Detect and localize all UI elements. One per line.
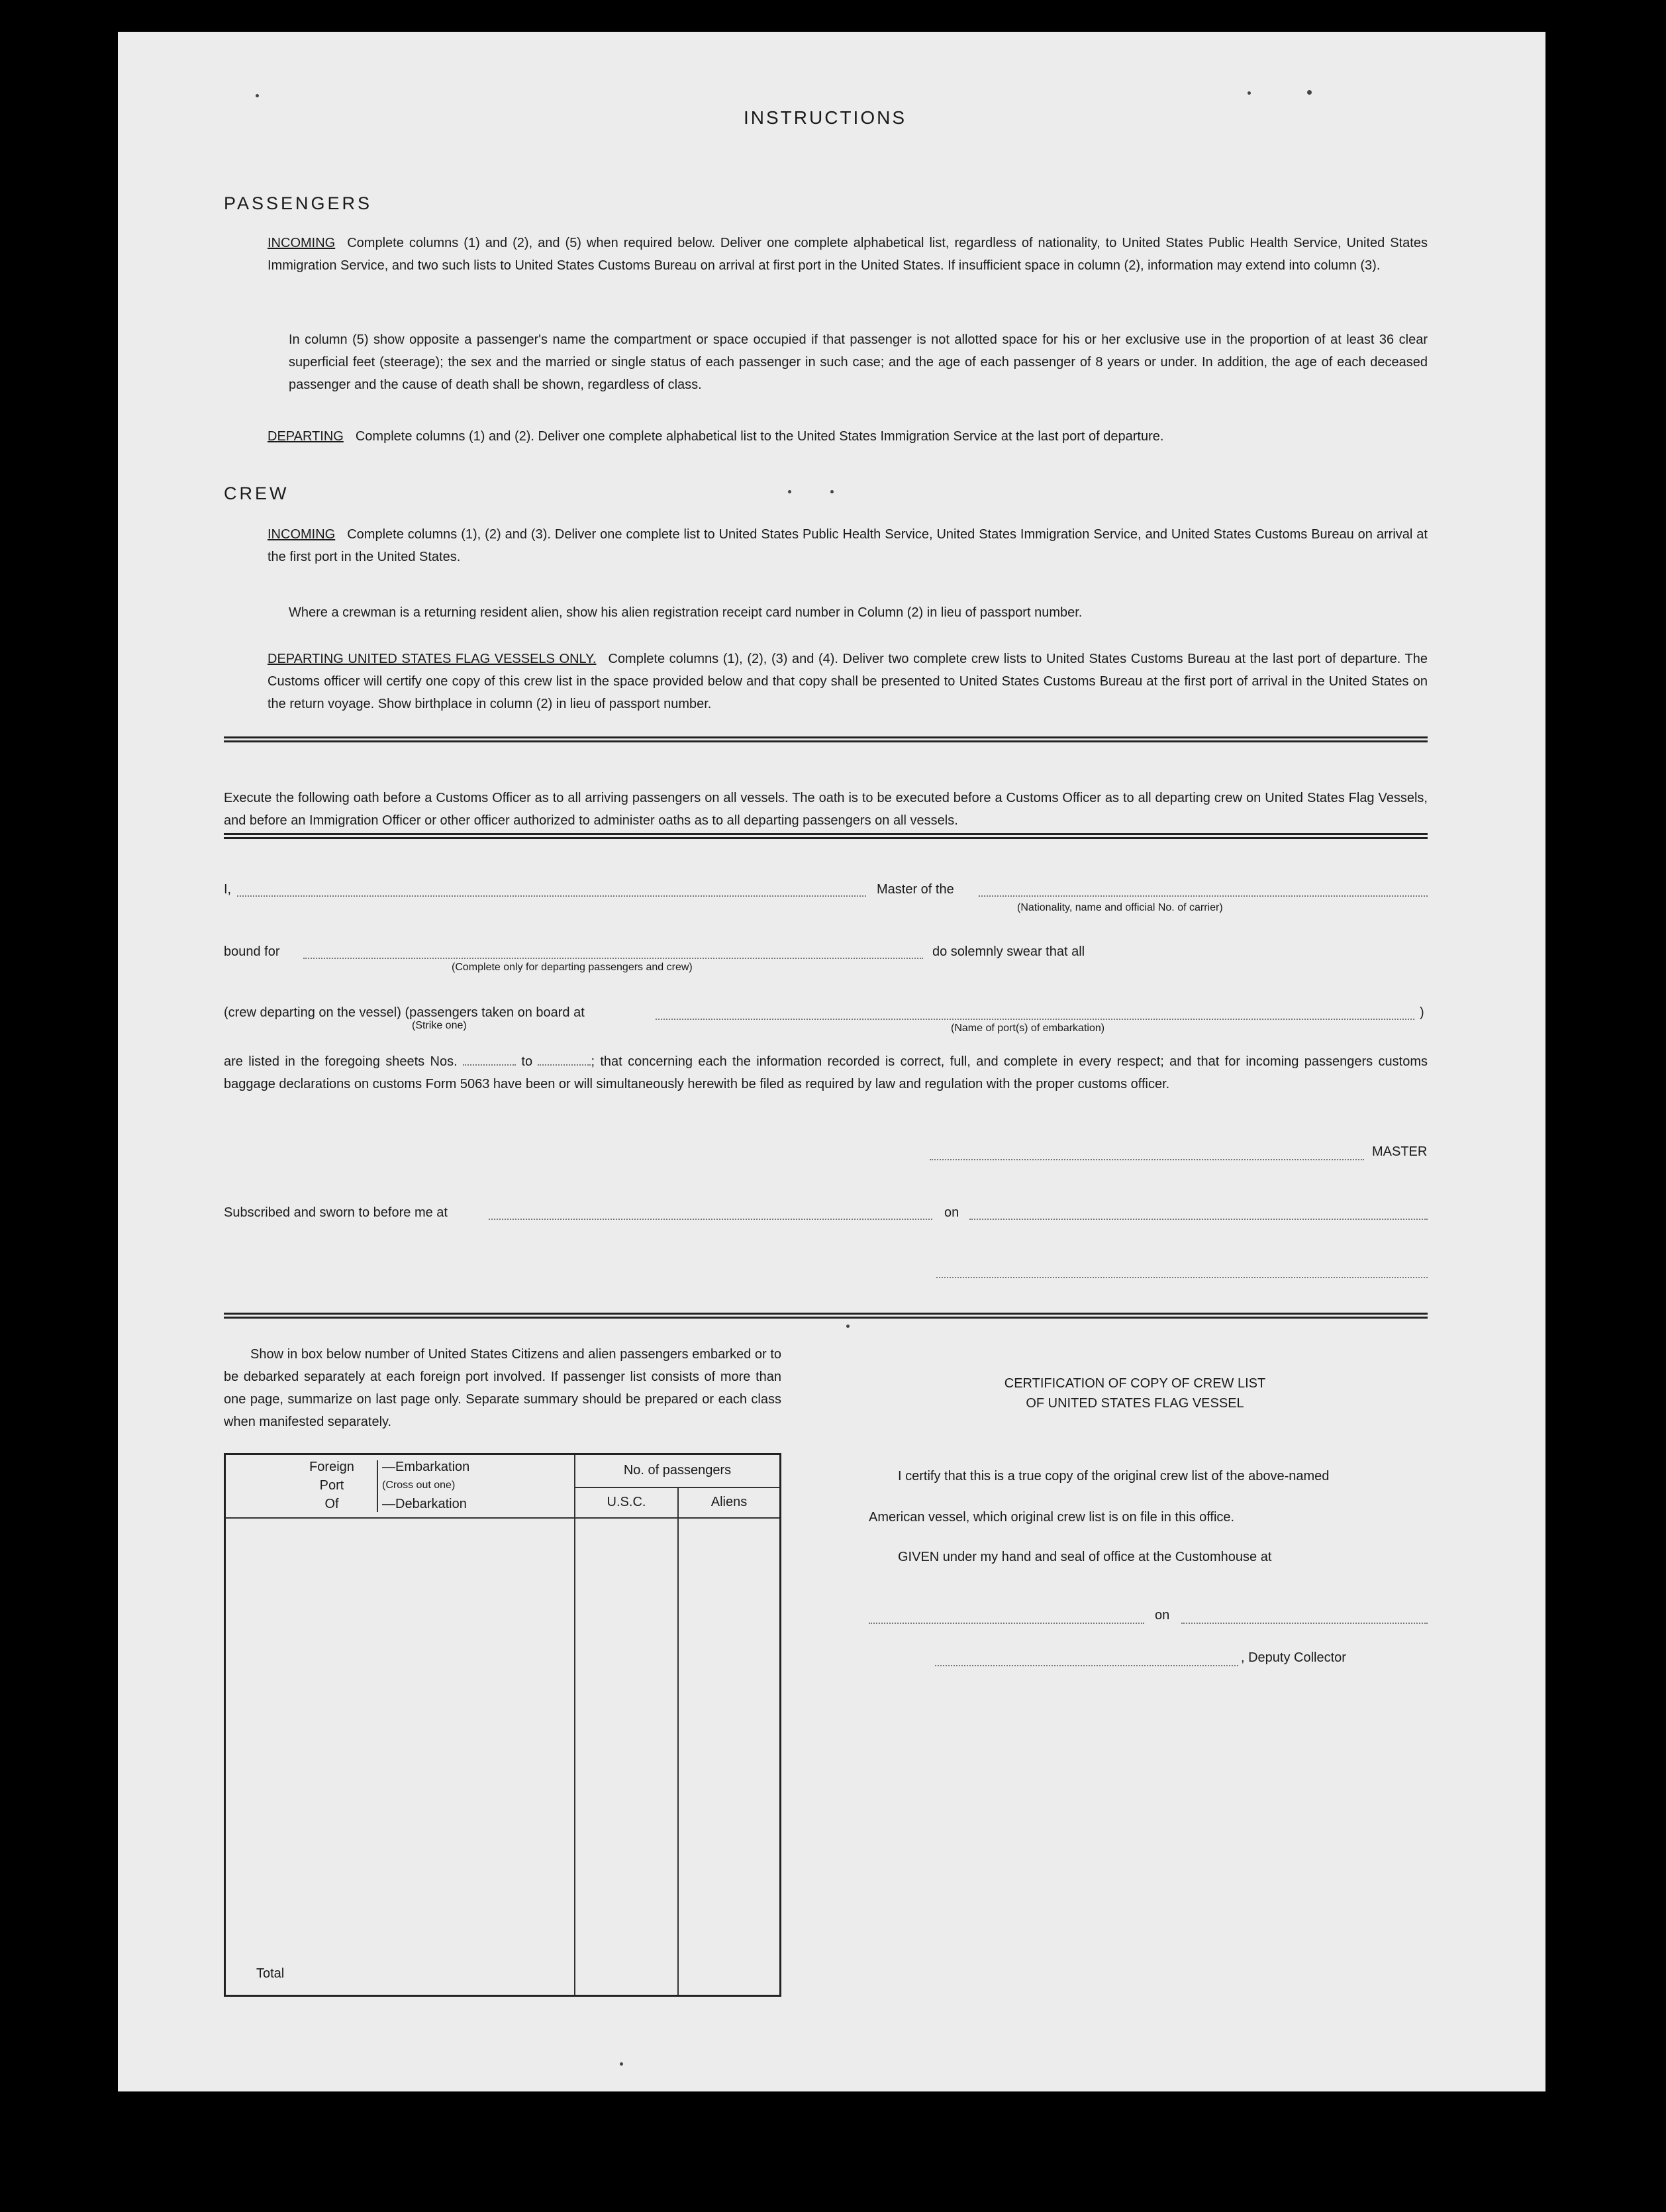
bound-for-label: bound for <box>224 944 280 959</box>
scan-speck <box>1307 90 1312 95</box>
port-caption: (Name of port(s) of embarkation) <box>951 1023 1105 1034</box>
bound-caption: (Complete only for departing passengers and crew) <box>452 962 693 973</box>
crew-departing-label: DEPARTING UNITED STATES FLAG VESSELS ONLY. <box>268 652 597 666</box>
crew-heading: CREW <box>224 483 289 503</box>
cross-out-caption: (Cross out one) <box>382 1480 456 1491</box>
double-rule <box>224 1313 1428 1319</box>
subscribed-label: Subscribed and sworn to before me at <box>224 1205 448 1220</box>
nationality-caption: (Nationality, name and official No. of carrier) <box>1017 902 1223 913</box>
bound-for-field[interactable] <box>303 958 923 959</box>
scan-speck <box>256 94 259 97</box>
port-label: Port <box>319 1478 344 1493</box>
sworn-place-field[interactable] <box>489 1219 932 1220</box>
usc-column-body[interactable] <box>575 1518 678 1996</box>
passengers-incoming-text: Complete columns (1) and (2), and (5) when required below. Deliver one complete alphabetical list, regardless of nationality, to United States Public Health Service, United States Immigration Service, and two such lists to United States Customs Bureau on arrival at first port in the United States. If insufficient space in column (2), information may extend into column (3). <box>268 236 1428 273</box>
embarkation-port-field[interactable] <box>656 1019 1414 1020</box>
aliens-header: Aliens <box>678 1487 781 1518</box>
sworn-on-label: on <box>944 1205 959 1220</box>
header-divider <box>377 1460 378 1512</box>
listed-text: ; that concerning each the information recorded is correct, full, and complete in every respect; and that for incoming passengers customs baggage declarations on customs Form 5063 have been or will simultaneously herewith be filed as required by law and regulation with the proper customs officer. <box>224 1054 1428 1091</box>
form-sheet <box>118 32 1545 2091</box>
oath-i-label: I, <box>224 882 232 897</box>
certification-heading <box>877 1374 1393 1413</box>
crew-incoming-paragraph <box>268 523 1428 568</box>
foreign-label: Foreign <box>309 1460 354 1474</box>
summary-instruction: Show in box below number of United States Citizens and alien passengers embarked or to be debarked separately at each foreign port involved. If passenger list consists of more than one page, summarize on last page only. Separate summary should be prepared or each class when manifested separately. <box>224 1347 781 1429</box>
certify-line2: American vessel, which original crew list is on file in this office. <box>869 1510 1235 1525</box>
master-signature-field[interactable] <box>930 1159 1364 1160</box>
master-of-label: Master of the <box>877 882 954 897</box>
sworn-date-field[interactable] <box>969 1219 1428 1220</box>
scan-speck <box>1248 91 1251 95</box>
customhouse-field[interactable] <box>869 1623 1144 1624</box>
passengers-departing-label: DEPARTING <box>268 429 344 444</box>
crew-departing-paragraph <box>268 648 1428 715</box>
passengers-heading: PASSENGERS <box>224 193 373 213</box>
passengers-column5-paragraph: In column (5) show opposite a passenger's name the compartment or space occupied if that passenger is not allotted space for his or her exclusive use in the proportion of at least 36 clear superficial feet (steerage); the sex and the married or single status of each passenger in such case; and the age of each passenger of 8 years or under. In addition, the age of each deceased passenger and the cause of death shall be shown, regardless of class. <box>289 332 1428 392</box>
given-text: GIVEN under my hand and seal of office at the Customhouse at <box>898 1550 1272 1564</box>
scan-speck <box>830 490 834 493</box>
passengers-incoming-paragraph <box>268 232 1428 277</box>
crew-resident-paragraph: Where a crewman is a returning resident alien, show his alien registration receipt card number in Column (2) in lieu of passport number. <box>289 605 1083 620</box>
swear-text: do solemnly swear that all <box>932 944 1085 959</box>
to-label: to <box>521 1054 533 1069</box>
embarkation-label[interactable]: —Embarkation <box>382 1460 470 1474</box>
usc-header: U.S.C. <box>575 1487 678 1518</box>
total-label: Total <box>256 1966 285 1981</box>
debarkation-label[interactable]: —Debarkation <box>382 1497 467 1511</box>
aliens-column-body[interactable] <box>678 1518 781 1996</box>
close-paren: ) <box>1420 1005 1424 1020</box>
certification-on-label: on <box>1155 1608 1170 1623</box>
double-rule <box>224 833 1428 839</box>
crew-incoming-label: INCOMING <box>268 527 336 542</box>
port-column-body[interactable] <box>225 1518 575 1996</box>
scan-speck <box>846 1325 850 1328</box>
listed-prefix: are listed in the foregoing sheets Nos. <box>224 1054 458 1069</box>
strike-one-caption: (Strike one) <box>412 1020 467 1031</box>
oath-instruction: Execute the following oath before a Customs Officer as to all arriving passengers on all vessels. The oath is to be executed before a Customs Officer as to all departing crew on United States Flag Vessels, and before an Immigration Officer or other officer authorized to administer oaths as to all departing passengers on all vessels. <box>224 791 1428 828</box>
carrier-field[interactable] <box>979 895 1428 897</box>
certification-heading-line2: OF UNITED STATES FLAG VESSEL <box>1026 1396 1244 1411</box>
crew-incoming-text: Complete columns (1), (2) and (3). Deliver one complete list to United States Public Health Service, United States Immigration Service, and United States Customs Bureau on arrival at the first port in the United States. <box>268 527 1428 564</box>
scan-speck <box>620 2062 623 2066</box>
double-rule <box>224 736 1428 742</box>
passengers-departing-paragraph <box>268 425 1428 448</box>
sheet-from-field[interactable] <box>463 1064 516 1066</box>
scan-speck <box>788 490 791 493</box>
passengers-departing-text: Complete columns (1) and (2). Deliver one complete alphabetical list to the United States Immigration Service at the last port of departure. <box>355 429 1164 444</box>
passengers-incoming-label: INCOMING <box>268 236 336 250</box>
crew-passengers-text: (crew departing on the vessel) (passengers taken on board at <box>224 1005 585 1020</box>
certify-line1: I certify that this is a true copy of the original crew list of the above-named <box>898 1469 1330 1483</box>
of-label: Of <box>324 1497 339 1511</box>
master-label: MASTER <box>1372 1144 1428 1159</box>
listed-paragraph <box>224 1050 1428 1095</box>
crew-departing-text: Complete columns (1), (2), (3) and (4). Deliver two complete crew lists to United States Customs Bureau at the last port of departure. The Customs officer will certify one copy of this crew list in the space provided below and that copy shall be presented to United States Customs Bureau at the first port of arrival in the United States on the return voyage. Show birthplace in column (2) in lieu of passport number. <box>268 652 1428 711</box>
page-title: INSTRUCTIONS <box>744 107 906 128</box>
certification-date-field[interactable] <box>1181 1623 1428 1624</box>
deputy-signature-field[interactable] <box>935 1665 1238 1666</box>
deputy-collector-label: , Deputy Collector <box>1241 1650 1346 1665</box>
master-name-field[interactable] <box>237 895 866 897</box>
port-header-cell <box>225 1454 575 1518</box>
passenger-summary-table <box>224 1453 781 1997</box>
no-passengers-header: No. of passengers <box>575 1454 781 1487</box>
sheet-to-field[interactable] <box>538 1064 591 1066</box>
certification-heading-line1: CERTIFICATION OF COPY OF CREW LIST <box>1004 1376 1266 1391</box>
officer-signature-field[interactable] <box>936 1277 1428 1278</box>
